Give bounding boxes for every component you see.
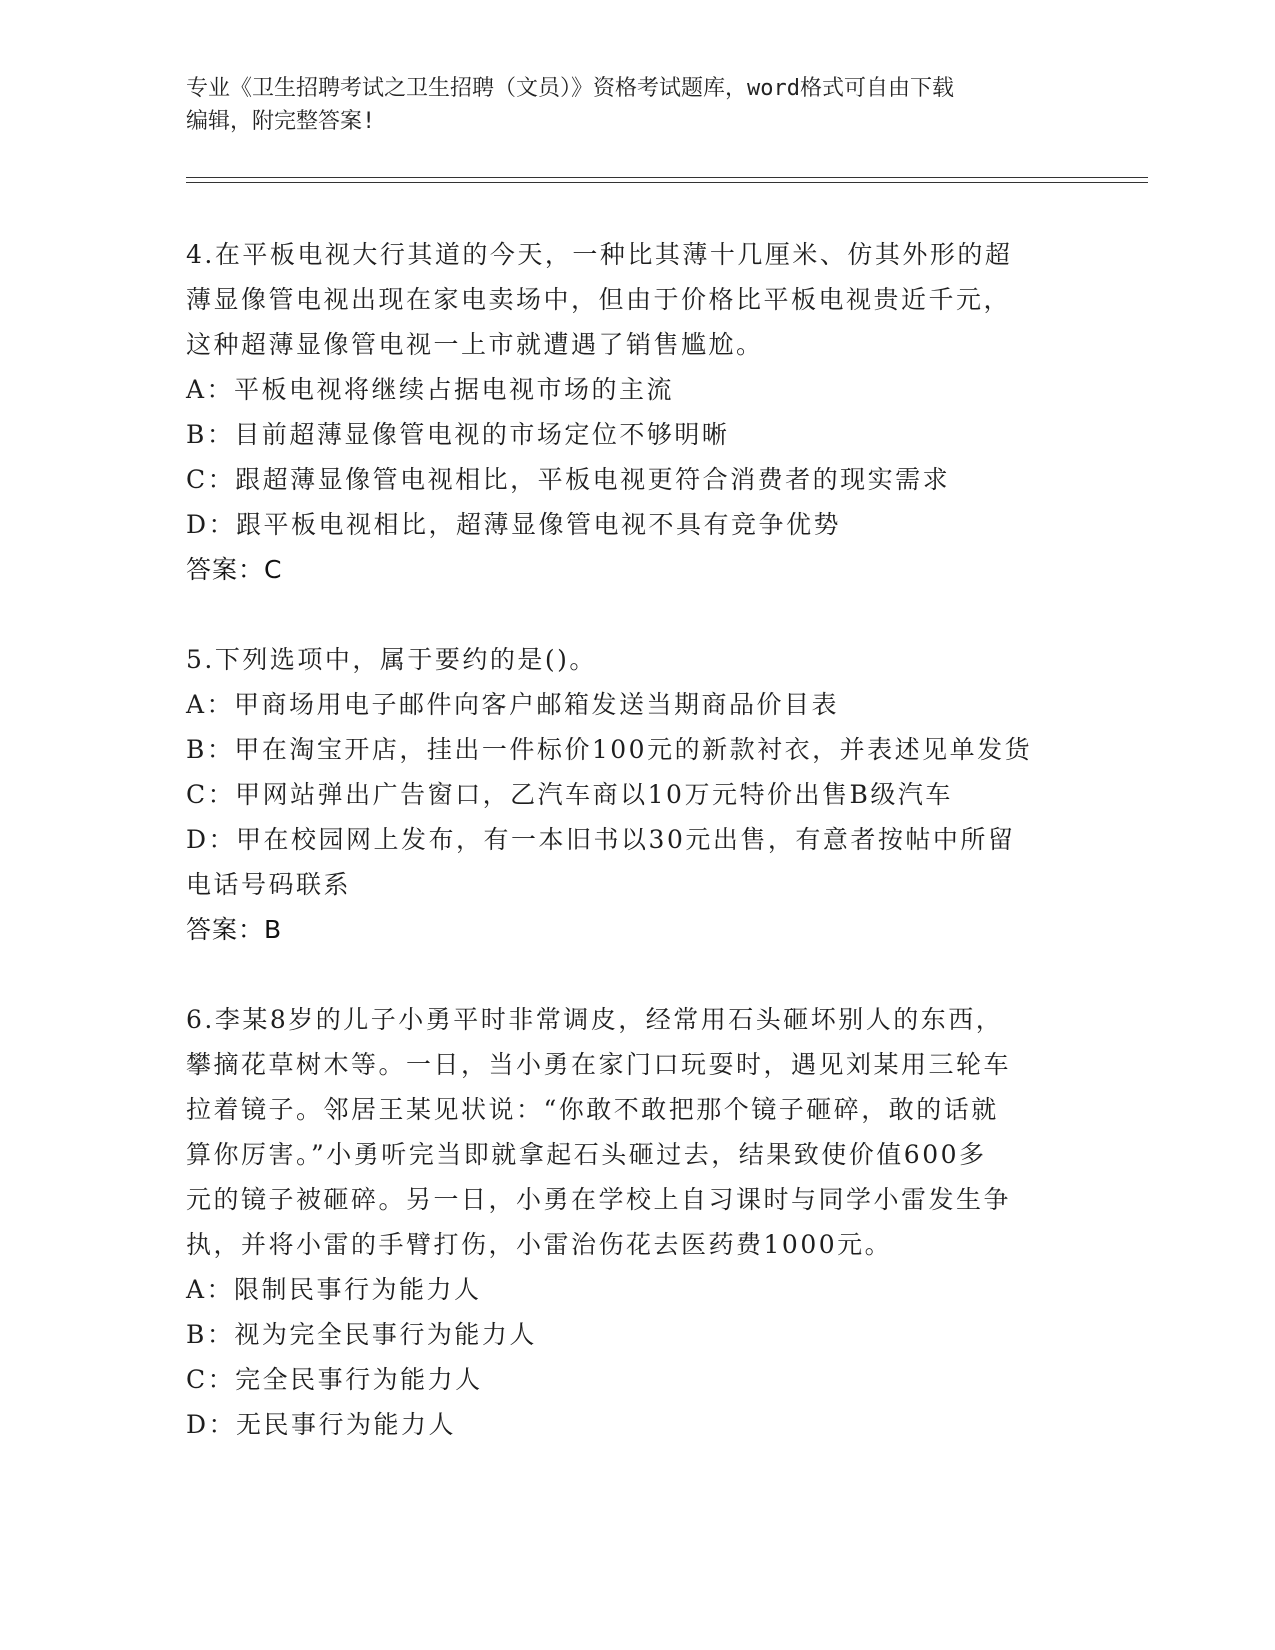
question-text: 算你厉害。”小勇听完当即就拿起石头砸过去，结果致使价值600多 <box>186 1140 987 1169</box>
question-text: 这种超薄显像管电视一上市就遭遇了销售尴尬。 <box>186 330 764 359</box>
option-a: A：限制民事行为能力人 <box>186 1275 482 1304</box>
question-6 <box>186 997 1086 1447</box>
question-text: 执，并将小雷的手臂打伤，小雷治伤花去医药费1000元。 <box>186 1230 893 1259</box>
question-text: 5.下列选项中，属于要约的是()。 <box>186 645 597 674</box>
option-a: A：甲商场用电子邮件向客户邮箱发送当期商品价目表 <box>186 690 840 719</box>
question-text: 元的镜子被砸碎。另一日，小勇在学校上自习课时与同学小雷发生争 <box>186 1185 1012 1214</box>
question-5 <box>186 637 1086 952</box>
question-list <box>186 232 1086 1447</box>
question-text: 6.李某8岁的儿子小勇平时非常调皮，经常用石头砸坏别人的东西， <box>186 1005 1004 1034</box>
option-c: C：跟超薄显像管电视相比，平板电视更符合消费者的现实需求 <box>186 465 951 494</box>
header-line: 专业《卫生招聘考试之卫生招聘（文员）》资格考试题库，word格式可自由下载 <box>186 76 954 101</box>
question-text: 拉着镜子。邻居王某见状说：“你敢不敢把那个镜子砸碎，敢的话就 <box>186 1095 999 1124</box>
header-divider <box>186 182 1148 183</box>
question-4 <box>186 232 1086 592</box>
option-b: B：甲在淘宝开店，挂出一件标价100元的新款衬衣，并表述见单发货 <box>186 735 1033 764</box>
question-text: 薄显像管电视出现在家电卖场中，但由于价格比平板电视贵近千元， <box>186 285 1012 314</box>
header-line: 编辑，附完整答案! <box>186 109 376 134</box>
option-b: B：目前超薄显像管电视的市场定位不够明晰 <box>186 420 730 449</box>
option-d: D：甲在校园网上发布，有一本旧书以30元出售，有意者按帖中所留 <box>186 825 1016 854</box>
question-text: 4.在平板电视大行其道的今天，一种比其薄十几厘米、仿其外形的超 <box>186 240 1013 269</box>
option-d: D：无民事行为能力人 <box>186 1410 457 1439</box>
page-header <box>186 72 1076 138</box>
option-d: D：跟平板电视相比，超薄显像管电视不具有竞争优势 <box>186 510 842 539</box>
option-d-continued: 电话号码联系 <box>186 870 352 899</box>
option-c: C：完全民事行为能力人 <box>186 1365 483 1394</box>
question-text: 攀摘花草树木等。一日，当小勇在家门口玩耍时，遇见刘某用三轮车 <box>186 1050 1012 1079</box>
option-a: A：平板电视将继续占据电视市场的主流 <box>186 375 675 404</box>
question-spacer <box>186 592 1086 637</box>
question-spacer <box>186 952 1086 997</box>
answer: 答案：B <box>186 915 283 944</box>
option-b: B：视为完全民事行为能力人 <box>186 1320 537 1349</box>
header-divider <box>186 177 1148 178</box>
option-c: C：甲网站弹出广告窗口，乙汽车商以10万元特价出售B级汽车 <box>186 780 953 809</box>
answer: 答案：C <box>186 555 283 584</box>
